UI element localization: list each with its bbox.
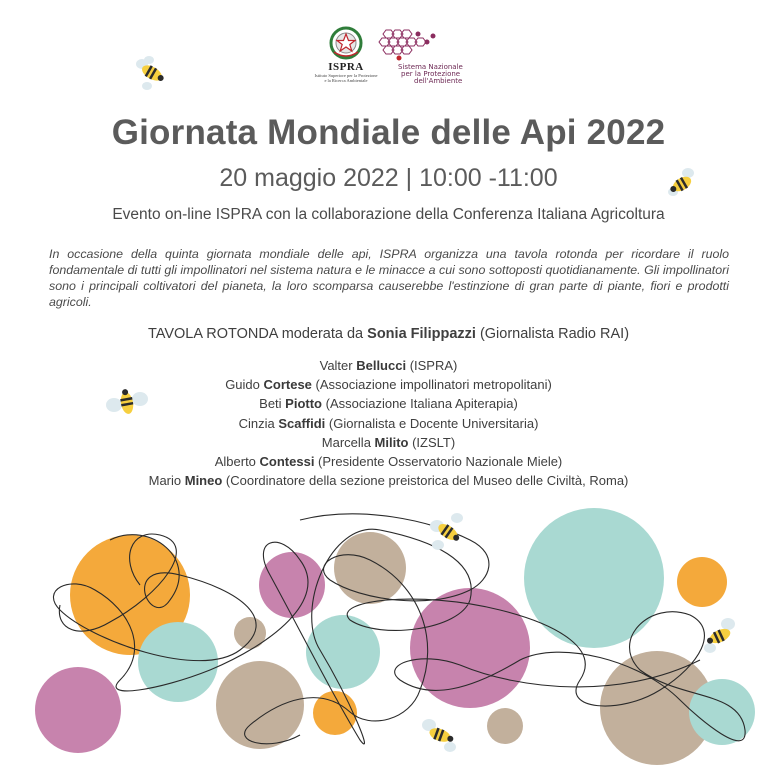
circle bbox=[306, 615, 380, 689]
tangled-line bbox=[59, 534, 176, 631]
tangled-line bbox=[53, 529, 745, 744]
bee-icon bbox=[428, 512, 468, 552]
speaker-item: Marcella Milito (IZSLT) bbox=[321, 434, 456, 450]
moderator-name: Sonia Filippazzi bbox=[367, 326, 476, 342]
snpa-logo bbox=[378, 28, 478, 92]
snpa-text: Sistema Nazionale per la Protezione dell'Ambiente bbox=[398, 63, 463, 85]
bee-icon bbox=[420, 715, 460, 755]
event-title: Giornata Mondiale delle Api 2022 bbox=[111, 113, 666, 152]
event-date: 20 maggio 2022 | 10:00 -11:00 bbox=[219, 164, 558, 192]
event-description: Evento on-line ISPRA con la collaborazione della Conferenza Italiana Agricoltura bbox=[112, 206, 665, 223]
circle bbox=[313, 691, 357, 735]
circle bbox=[487, 708, 523, 744]
circle bbox=[259, 552, 325, 618]
round-table-prefix: TAVOLA ROTONDA moderata da bbox=[147, 326, 368, 342]
ispra-emblem-icon bbox=[329, 26, 363, 60]
circle bbox=[70, 535, 190, 655]
ispra-logo bbox=[312, 26, 380, 92]
speaker-item: Guido Cortese (Associazione impollinatori metropolitani) bbox=[225, 377, 552, 393]
circle bbox=[234, 617, 266, 649]
speaker-item: Valter Bellucci (ISPRA) bbox=[319, 358, 458, 373]
speakers-list bbox=[0, 356, 777, 490]
circle bbox=[216, 661, 304, 749]
circle bbox=[600, 651, 714, 765]
speaker-item: Beti Piotto (Associazione Italiana Apiterapia) bbox=[259, 396, 518, 412]
ispra-subtitle: Istituto Superiore per la Protezione e la Ricerca Ambientale bbox=[314, 73, 378, 83]
snpa-hexagon-icon bbox=[378, 28, 438, 62]
moderator-role: (Giornalista Radio RAI) bbox=[475, 326, 630, 342]
ispra-name: ISPRA bbox=[328, 61, 364, 73]
speaker-item: Alberto Contessi (Presidente Osservatorio Nazionale Miele) bbox=[214, 454, 563, 470]
circle bbox=[677, 557, 727, 607]
circle bbox=[35, 667, 121, 753]
decorative-circles bbox=[35, 508, 755, 765]
round-table-line bbox=[0, 326, 777, 342]
circle bbox=[334, 532, 406, 604]
circle bbox=[138, 622, 218, 702]
circle bbox=[410, 588, 530, 708]
speaker-item: Mario Mineo (Coordinatore della sezione preistorica del Museo delle Civiltà, Roma) bbox=[148, 473, 629, 489]
circle bbox=[689, 679, 755, 745]
intro-paragraph: In occasione della quinta giornata mondiale delle api, ISPRA organizza una tavola rotonda per ricordare il ruolo fondamentale di tutti gli impollinatori nel sistema natura e le minacce a cui sono sottoposti quotidianamente. Gli impollinatori sono i principali coltivatori del pianeta, la loro scomparsa causerebbe l'estinzione di gran parte di piante, fiori e prodotti agricoli. bbox=[49, 247, 729, 309]
speaker-item: Cinzia Scaffidi (Giornalista e Docente Universitaria) bbox=[238, 415, 539, 431]
header-logos bbox=[0, 26, 777, 96]
circle bbox=[524, 508, 664, 648]
bee-icon bbox=[700, 616, 740, 656]
